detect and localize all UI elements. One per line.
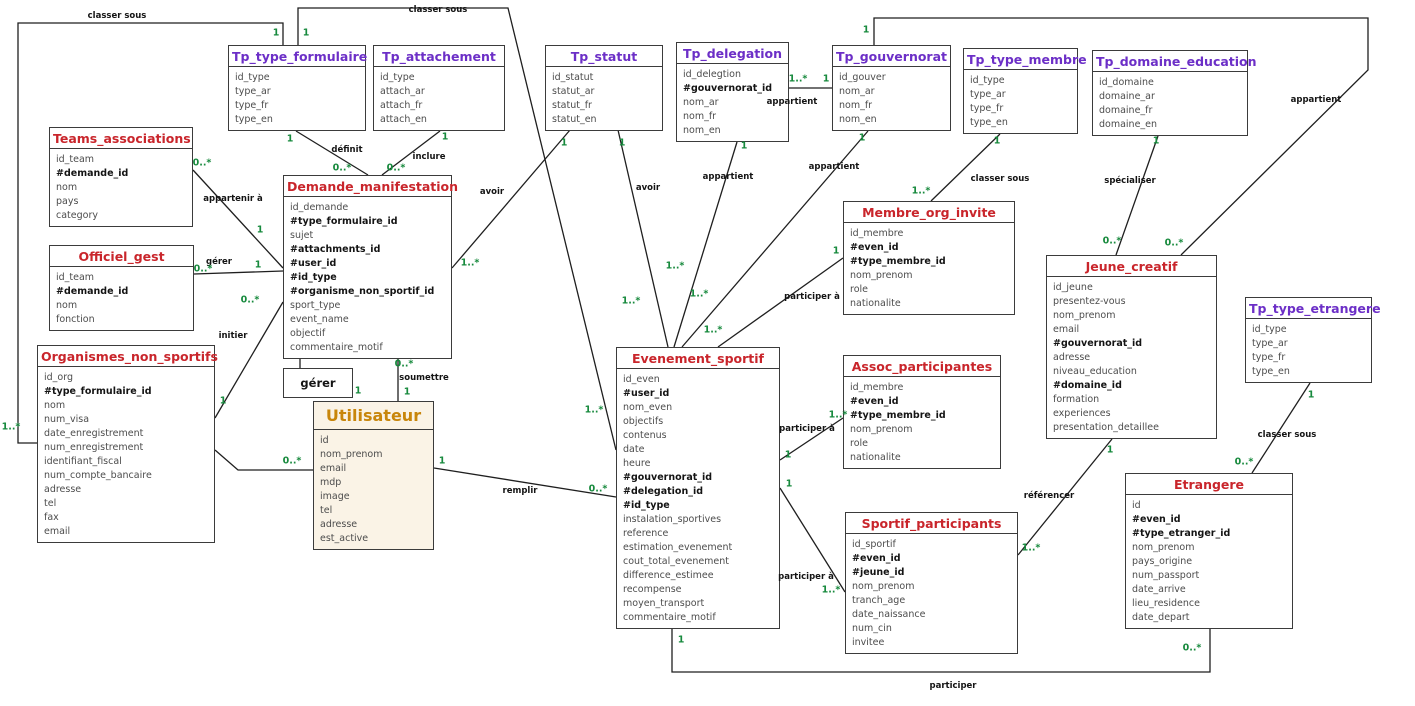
entity-gerer_assoc bbox=[283, 368, 353, 398]
field-etrangere: nom_prenom bbox=[1132, 542, 1195, 553]
multiplicity-referencer: 1 bbox=[1106, 444, 1114, 456]
field-tp_attachement: id_type bbox=[380, 72, 415, 83]
entity-title-utilisateur: Utilisateur bbox=[314, 402, 433, 430]
field-evenement_sportif: recompense bbox=[623, 584, 682, 595]
field-tp_statut: statut_fr bbox=[552, 100, 592, 111]
entity-tp_attachement bbox=[373, 45, 505, 131]
field-organismes_non_sportifs: identifiant_fiscal bbox=[44, 456, 122, 467]
field-membre_org_invite: role bbox=[850, 284, 868, 295]
multiplicity-inclure: 0..* bbox=[386, 162, 406, 174]
entity-title-organismes_non_sportifs: Organismes_non_sportifs bbox=[38, 346, 214, 367]
field-utilisateur: est_active bbox=[320, 533, 369, 544]
field-teams_associations: pays bbox=[56, 196, 79, 207]
entity-title-etrangere: Etrangere bbox=[1126, 474, 1292, 495]
field-tp_domaine_education: domaine_ar bbox=[1099, 91, 1155, 102]
field-tp_attachement: attach_en bbox=[380, 114, 427, 125]
field-organismes_non_sportifs: date_enregistrement bbox=[44, 428, 144, 439]
field-tp_gouvernorat: nom_en bbox=[839, 114, 877, 125]
relation-name-initier: initier bbox=[218, 331, 248, 341]
entity-fields-tp_type_formulaire bbox=[229, 67, 365, 130]
field-evenement_sportif: instalation_sportives bbox=[623, 514, 722, 525]
relation-name-appartient_delegation_gouvernorat: appartient bbox=[766, 97, 818, 107]
multiplicity-classer_sous_formulaire_organismes: 1 bbox=[272, 27, 280, 39]
field-tp_gouvernorat: nom_ar bbox=[839, 86, 875, 97]
field-utilisateur: image bbox=[320, 491, 350, 502]
field-tp_delegation: nom_fr bbox=[683, 111, 717, 122]
field-tp_type_etrangere: type_ar bbox=[1252, 338, 1288, 349]
multiplicity-gerer_utilisateur_link: 1 bbox=[354, 385, 362, 397]
field-evenement_sportif: moyen_transport bbox=[623, 598, 705, 609]
field-jeune_creatif: presentation_detaillee bbox=[1053, 422, 1159, 433]
entity-title-teams_associations: Teams_associations bbox=[50, 128, 192, 149]
entity-fields-teams_associations bbox=[50, 149, 192, 226]
entity-fields-tp_type_etrangere bbox=[1246, 319, 1371, 382]
relation-name-classer_sous_formulaire_evenement: classer sous bbox=[408, 5, 468, 15]
entity-membre_org_invite bbox=[843, 201, 1015, 315]
entity-tp_statut bbox=[545, 45, 663, 131]
multiplicity-appartenir_a: 1 bbox=[256, 224, 264, 236]
field-officiel_gest: id_team bbox=[56, 272, 95, 283]
multiplicity-inclure: 1 bbox=[441, 131, 449, 143]
entity-fields-tp_type_membre bbox=[964, 70, 1077, 133]
field-etrangere: #even_id bbox=[1132, 514, 1181, 525]
field-organismes_non_sportifs: email bbox=[44, 526, 71, 537]
field-demande_manifestation: #organisme_non_sportif_id bbox=[290, 286, 435, 297]
field-etrangere: num_passport bbox=[1132, 570, 1200, 581]
field-officiel_gest: nom bbox=[56, 300, 78, 311]
field-evenement_sportif: heure bbox=[623, 458, 651, 469]
entity-demande_manifestation bbox=[283, 175, 459, 359]
relation-name-classer_sous_etrangere: classer sous bbox=[1257, 430, 1317, 440]
field-evenement_sportif: #id_type bbox=[623, 500, 670, 511]
entity-tp_gouvernorat bbox=[832, 45, 951, 131]
entity-title-tp_type_etrangere: Tp_type_etrangere bbox=[1246, 298, 1371, 319]
field-officiel_gest: fonction bbox=[56, 314, 95, 325]
field-sportif_participants: nom_prenom bbox=[852, 581, 915, 592]
multiplicity-classer_sous_etrangere: 1 bbox=[1307, 389, 1315, 401]
entity-title-tp_type_formulaire: Tp_type_formulaire bbox=[229, 46, 365, 67]
field-evenement_sportif: reference bbox=[623, 528, 669, 539]
entity-tp_type_etrangere bbox=[1245, 297, 1381, 383]
field-sportif_participants: #jeune_id bbox=[852, 567, 905, 578]
entity-fields-demande_manifestation bbox=[284, 197, 451, 358]
field-evenement_sportif: #user_id bbox=[623, 388, 670, 399]
field-jeune_creatif: niveau_education bbox=[1053, 366, 1137, 377]
field-etrangere: pays_origine bbox=[1132, 556, 1193, 567]
field-evenement_sportif: estimation_evenement bbox=[623, 542, 733, 553]
entity-organismes_non_sportifs bbox=[37, 345, 218, 543]
multiplicity-participer_a_sportif: 1 bbox=[785, 478, 793, 490]
multiplicity-remplir: 1 bbox=[438, 455, 446, 467]
field-utilisateur: adresse bbox=[320, 519, 358, 530]
multiplicity-classer_sous_etrangere: 0..* bbox=[1234, 456, 1254, 468]
multiplicity-definit: 1 bbox=[286, 133, 294, 145]
field-assoc_participantes: id_membre bbox=[850, 382, 904, 393]
field-tp_statut: statut_ar bbox=[552, 86, 595, 97]
field-sportif_participants: id_sportif bbox=[852, 539, 896, 550]
entity-fields-officiel_gest bbox=[50, 267, 193, 330]
multiplicity-participer_a_sportif: 1..* bbox=[821, 584, 841, 596]
entity-title-evenement_sportif: Evenement_sportif bbox=[617, 348, 779, 369]
field-tp_gouvernorat: nom_fr bbox=[839, 100, 873, 111]
entity-tp_domaine_education bbox=[1092, 50, 1257, 136]
field-evenement_sportif: contenus bbox=[623, 430, 667, 441]
multiplicity-avoir_demande: 1..* bbox=[460, 257, 480, 269]
entity-title-tp_statut: Tp_statut bbox=[546, 46, 662, 67]
multiplicity-soumettre: 1 bbox=[403, 386, 411, 398]
multiplicity-participer_etrangere: 0..* bbox=[1182, 642, 1202, 654]
field-etrangere: id bbox=[1132, 500, 1141, 511]
relation-name-classer_sous_type_membre: classer sous bbox=[970, 174, 1030, 184]
relation-name-remplir: remplir bbox=[502, 486, 538, 496]
relation-line-avoir_demande bbox=[452, 130, 570, 268]
entity-fields-tp_attachement bbox=[374, 67, 504, 130]
entity-teams_associations bbox=[49, 127, 193, 227]
entity-title-tp_attachement: Tp_attachement bbox=[374, 46, 504, 67]
entity-title-tp_type_membre: Tp_type_membre bbox=[964, 49, 1077, 70]
field-jeune_creatif: #gouvernorat_id bbox=[1053, 338, 1143, 349]
field-jeune_creatif: experiences bbox=[1053, 408, 1111, 419]
entity-utilisateur bbox=[313, 401, 434, 550]
field-organismes_non_sportifs: num_compte_bancaire bbox=[44, 470, 152, 481]
relation-name-soumettre: soumettre bbox=[399, 373, 449, 383]
relation-name-appartient_gouvernorat_jeune: appartient bbox=[1290, 95, 1342, 105]
field-tp_statut: statut_en bbox=[552, 114, 597, 125]
field-demande_manifestation: #type_formulaire_id bbox=[290, 216, 398, 227]
field-teams_associations: #demande_id bbox=[56, 168, 129, 179]
multiplicity-appartenir_a: 0..* bbox=[192, 157, 212, 169]
multiplicity-appartient_delegation_gouvernorat: 1..* bbox=[788, 73, 808, 85]
multiplicity-organismes_utilisateur: 0..* bbox=[282, 455, 302, 467]
field-sportif_participants: invitee bbox=[852, 637, 885, 648]
entity-fields-etrangere bbox=[1126, 495, 1292, 628]
field-sportif_participants: tranch_age bbox=[852, 595, 906, 606]
field-tp_type_membre: type_en bbox=[970, 117, 1008, 128]
entity-tp_type_formulaire bbox=[228, 45, 366, 131]
entity-evenement_sportif bbox=[616, 347, 780, 629]
multiplicity-definit: 0..* bbox=[332, 162, 352, 174]
relation-line-classer_sous_type_membre bbox=[931, 134, 1000, 201]
field-utilisateur: nom_prenom bbox=[320, 449, 383, 460]
field-demande_manifestation: sport_type bbox=[290, 300, 341, 311]
field-etrangere: #type_etranger_id bbox=[1132, 528, 1231, 539]
multiplicity-remplir: 0..* bbox=[588, 483, 608, 495]
field-utilisateur: email bbox=[320, 463, 347, 474]
multiplicity-avoir_evenement: 1..* bbox=[621, 295, 641, 307]
field-organismes_non_sportifs: adresse bbox=[44, 484, 82, 495]
field-tp_attachement: attach_ar bbox=[380, 86, 425, 97]
field-evenement_sportif: commentaire_motif bbox=[623, 612, 716, 623]
field-tp_domaine_education: id_domaine bbox=[1099, 77, 1154, 88]
field-tp_delegation: #gouvernorat_id bbox=[683, 83, 773, 94]
field-tp_type_membre: id_type bbox=[970, 75, 1005, 86]
field-utilisateur: tel bbox=[320, 505, 333, 516]
field-utilisateur: id bbox=[320, 435, 329, 446]
entity-assoc_participantes bbox=[843, 355, 1001, 469]
field-organismes_non_sportifs: id_org bbox=[44, 372, 74, 383]
field-membre_org_invite: nom_prenom bbox=[850, 270, 913, 281]
relation-name-avoir_demande: avoir bbox=[479, 187, 505, 197]
field-assoc_participantes: nationalite bbox=[850, 452, 901, 463]
relation-name-participer_a_assoc: participer à bbox=[779, 424, 835, 434]
field-evenement_sportif: #delegation_id bbox=[623, 486, 704, 497]
entity-title-gerer_assoc: gérer bbox=[300, 376, 336, 390]
field-sportif_participants: #even_id bbox=[852, 553, 901, 564]
field-tp_type_etrangere: id_type bbox=[1252, 324, 1287, 335]
field-evenement_sportif: cout_total_evenement bbox=[623, 556, 730, 567]
relation-name-classer_sous_formulaire_organismes: classer sous bbox=[87, 11, 147, 21]
field-organismes_non_sportifs: fax bbox=[44, 512, 59, 523]
field-evenement_sportif: difference_estimee bbox=[623, 570, 714, 581]
multiplicity-classer_sous_formulaire_organismes: 1..* bbox=[1, 421, 21, 433]
field-tp_statut: id_statut bbox=[552, 72, 594, 83]
entity-fields-tp_domaine_education bbox=[1093, 72, 1247, 135]
entity-fields-membre_org_invite bbox=[844, 223, 1014, 314]
relation-name-avoir_evenement: avoir bbox=[635, 183, 661, 193]
field-jeune_creatif: adresse bbox=[1053, 352, 1091, 363]
field-tp_type_membre: type_fr bbox=[970, 103, 1004, 114]
entity-fields-organismes_non_sportifs bbox=[38, 367, 214, 542]
field-organismes_non_sportifs: tel bbox=[44, 498, 57, 509]
entity-fields-utilisateur bbox=[314, 430, 433, 549]
entity-fields-jeune_creatif bbox=[1047, 277, 1216, 438]
field-tp_type_formulaire: id_type bbox=[235, 72, 270, 83]
field-organismes_non_sportifs: num_enregistrement bbox=[44, 442, 144, 453]
field-tp_delegation: id_delegtion bbox=[683, 69, 742, 80]
entity-tp_delegation bbox=[676, 42, 789, 142]
multiplicity-referencer: 1..* bbox=[1021, 542, 1041, 554]
field-demande_manifestation: sujet bbox=[290, 230, 314, 241]
multiplicity-avoir_demande: 1 bbox=[560, 137, 568, 149]
relation-name-appartient_delegation_evenement: appartient bbox=[702, 172, 754, 182]
multiplicity-participer_a_assoc: 1..* bbox=[828, 409, 848, 421]
relation-name-referencer: référencer bbox=[1023, 491, 1075, 501]
field-officiel_gest: #demande_id bbox=[56, 286, 129, 297]
entity-fields-assoc_participantes bbox=[844, 377, 1000, 468]
multiplicity-gerer_officiel: 1 bbox=[254, 259, 262, 271]
entity-tp_type_membre bbox=[963, 48, 1087, 134]
field-jeune_creatif: nom_prenom bbox=[1053, 310, 1116, 321]
field-tp_domaine_education: domaine_en bbox=[1099, 119, 1158, 130]
entity-title-demande_manifestation: Demande_manifestation bbox=[284, 176, 451, 197]
field-assoc_participantes: nom_prenom bbox=[850, 424, 913, 435]
multiplicity-specialiser: 0..* bbox=[1102, 235, 1122, 247]
field-jeune_creatif: #domaine_id bbox=[1053, 380, 1122, 391]
multiplicity-participer_a_assoc: 1 bbox=[784, 449, 792, 461]
multiplicity-avoir_evenement: 1 bbox=[618, 137, 626, 149]
field-tp_attachement: attach_fr bbox=[380, 100, 423, 111]
field-jeune_creatif: presentez-vous bbox=[1053, 296, 1126, 307]
entity-title-tp_domaine_education: Tp_domaine_education bbox=[1093, 51, 1247, 72]
field-demande_manifestation: #user_id bbox=[290, 258, 337, 269]
field-demande_manifestation: #id_type bbox=[290, 272, 337, 283]
field-jeune_creatif: formation bbox=[1053, 394, 1100, 405]
entity-title-jeune_creatif: Jeune_creatif bbox=[1047, 256, 1216, 277]
field-tp_type_formulaire: type_en bbox=[235, 114, 273, 125]
field-tp_domaine_education: domaine_fr bbox=[1099, 105, 1153, 116]
relation-name-gerer_officiel: gérer bbox=[206, 257, 232, 267]
entity-officiel_gest bbox=[49, 245, 194, 331]
relation-name-specialiser: spécialiser bbox=[1104, 176, 1156, 186]
field-teams_associations: nom bbox=[56, 182, 78, 193]
entity-fields-evenement_sportif bbox=[617, 369, 779, 628]
field-tp_delegation: nom_en bbox=[683, 125, 721, 136]
entity-sportif_participants bbox=[845, 512, 1018, 654]
relation-line-classer_sous_etrangere bbox=[1252, 383, 1310, 473]
field-assoc_participantes: #even_id bbox=[850, 396, 899, 407]
field-demande_manifestation: #attachments_id bbox=[290, 244, 381, 255]
field-tp_delegation: nom_ar bbox=[683, 97, 719, 108]
multiplicity-initier: 0..* bbox=[240, 294, 260, 306]
entity-fields-tp_gouvernorat bbox=[833, 67, 950, 130]
field-tp_gouvernorat: id_gouver bbox=[839, 72, 886, 83]
field-evenement_sportif: objectifs bbox=[623, 416, 664, 427]
field-assoc_participantes: role bbox=[850, 438, 868, 449]
entity-title-sportif_participants: Sportif_participants bbox=[846, 513, 1017, 534]
relation-name-participer_a_sportif: participer à bbox=[778, 572, 834, 582]
field-tp_type_formulaire: type_ar bbox=[235, 86, 271, 97]
multiplicity-classer_sous_type_membre: 1..* bbox=[911, 185, 931, 197]
field-organismes_non_sportifs: nom bbox=[44, 400, 66, 411]
multiplicity-soumettre: 0..* bbox=[394, 358, 414, 370]
field-utilisateur: mdp bbox=[320, 477, 342, 488]
field-membre_org_invite: #type_membre_id bbox=[850, 256, 946, 267]
entity-title-tp_delegation: Tp_delegation bbox=[677, 43, 788, 64]
field-sportif_participants: date_naissance bbox=[852, 609, 926, 620]
field-etrangere: date_arrive bbox=[1132, 584, 1186, 595]
multiplicity-appartient_delegation_evenement: 1..* bbox=[665, 260, 685, 272]
multiplicity-appartient_gouvernorat_jeune: 1 bbox=[862, 24, 870, 36]
field-demande_manifestation: event_name bbox=[290, 314, 349, 325]
multiplicity-appartient_gouvernorat_jeune: 0..* bbox=[1164, 237, 1184, 249]
multiplicity-appartient_gouvernorat_evenement: 1..* bbox=[689, 288, 709, 300]
entity-jeune_creatif bbox=[1046, 255, 1217, 439]
multiplicity-participer_a_membre: 1 bbox=[832, 245, 840, 257]
relation-name-appartenir_a: appartenir à bbox=[203, 194, 263, 204]
relation-line-specialiser bbox=[1116, 136, 1158, 255]
multiplicity-specialiser: 1 bbox=[1152, 135, 1160, 147]
entity-title-assoc_participantes: Assoc_participantes bbox=[844, 356, 1000, 377]
field-evenement_sportif: nom_even bbox=[623, 402, 673, 413]
field-evenement_sportif: id_even bbox=[623, 374, 660, 385]
field-tp_type_formulaire: type_fr bbox=[235, 100, 269, 111]
field-tp_type_etrangere: type_fr bbox=[1252, 352, 1286, 363]
field-jeune_creatif: email bbox=[1053, 324, 1080, 335]
field-membre_org_invite: #even_id bbox=[850, 242, 899, 253]
field-sportif_participants: num_cin bbox=[852, 623, 892, 634]
multiplicity-appartient_delegation_gouvernorat: 1 bbox=[822, 73, 830, 85]
entity-etrangere bbox=[1125, 473, 1293, 629]
field-evenement_sportif: #gouvernorat_id bbox=[623, 472, 713, 483]
relation-line-participer_a_membre bbox=[718, 258, 843, 347]
multiplicity-classer_sous_formulaire_evenement: 1..* bbox=[584, 404, 604, 416]
multiplicity-participer_a_membre: 1..* bbox=[703, 324, 723, 336]
field-assoc_participantes: #type_membre_id bbox=[850, 410, 946, 421]
field-teams_associations: id_team bbox=[56, 154, 95, 165]
relation-name-participer_a_membre: participer à bbox=[784, 292, 840, 302]
field-membre_org_invite: nationalite bbox=[850, 298, 901, 309]
entity-title-officiel_gest: Officiel_gest bbox=[50, 246, 193, 267]
field-organismes_non_sportifs: #type_formulaire_id bbox=[44, 386, 152, 397]
relation-name-definit: définit bbox=[331, 145, 363, 155]
field-evenement_sportif: date bbox=[623, 444, 645, 455]
field-etrangere: lieu_residence bbox=[1132, 598, 1200, 609]
multiplicity-gerer_officiel: 0..* bbox=[193, 263, 213, 275]
field-etrangere: date_depart bbox=[1132, 612, 1190, 623]
relation-name-participer_etrangere: participer bbox=[929, 681, 977, 691]
field-demande_manifestation: objectif bbox=[290, 328, 326, 339]
multiplicity-participer_etrangere: 1 bbox=[677, 634, 685, 646]
field-tp_type_etrangere: type_en bbox=[1252, 366, 1290, 377]
multiplicity-classer_sous_formulaire_evenement: 1 bbox=[302, 27, 310, 39]
field-demande_manifestation: commentaire_motif bbox=[290, 342, 383, 353]
field-demande_manifestation: id_demande bbox=[290, 202, 349, 213]
multiplicity-initier: 1 bbox=[219, 395, 227, 407]
entity-fields-sportif_participants bbox=[846, 534, 1017, 653]
field-tp_type_membre: type_ar bbox=[970, 89, 1006, 100]
entity-title-membre_org_invite: Membre_org_invite bbox=[844, 202, 1014, 223]
relation-line-avoir_evenement bbox=[618, 130, 668, 347]
entity-fields-tp_statut bbox=[546, 67, 662, 130]
multiplicity-classer_sous_type_membre: 1 bbox=[993, 135, 1001, 147]
field-teams_associations: category bbox=[56, 210, 98, 221]
entity-title-tp_gouvernorat: Tp_gouvernorat bbox=[833, 46, 950, 67]
field-jeune_creatif: id_jeune bbox=[1053, 282, 1093, 293]
field-membre_org_invite: id_membre bbox=[850, 228, 904, 239]
relation-name-inclure: inclure bbox=[412, 152, 446, 162]
field-organismes_non_sportifs: num_visa bbox=[44, 414, 90, 425]
multiplicity-appartient_gouvernorat_evenement: 1 bbox=[858, 132, 866, 144]
multiplicity-appartient_delegation_evenement: 1 bbox=[740, 140, 748, 152]
relation-line-appartenir_a bbox=[193, 170, 283, 268]
relation-name-appartient_gouvernorat_evenement: appartient bbox=[808, 162, 860, 172]
